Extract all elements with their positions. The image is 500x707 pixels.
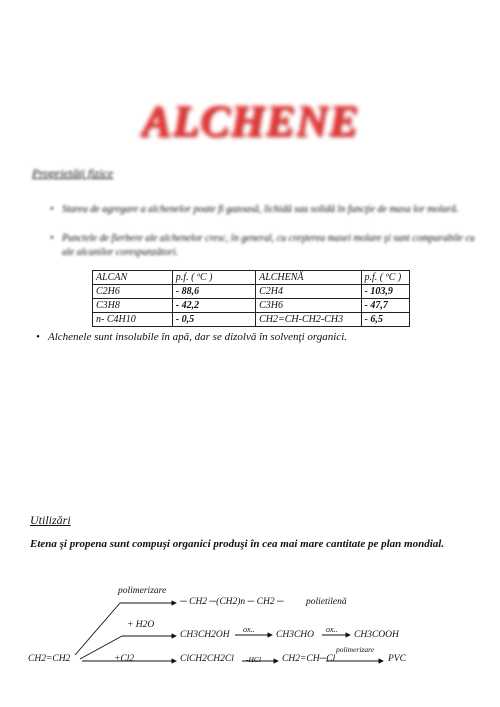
table-cell: - 6,5 xyxy=(361,313,409,327)
header-cell: ALCAN xyxy=(93,271,173,285)
polymerization-label-pvc: polimerizare xyxy=(336,645,375,654)
bullet-text: Alchenele sunt insolubile în apă, dar se dizolvă în solvenţi organici. xyxy=(48,331,347,343)
table-cell: C2H4 xyxy=(256,285,361,299)
acetic-acid-formula: CH3COOH xyxy=(354,630,399,640)
vinyl-chloride-formula: CH2=CH─Cl xyxy=(282,654,336,664)
physical-properties-heading: Proprietăţi fizice xyxy=(32,166,114,180)
table-cell: C2H6 xyxy=(93,285,173,299)
pvc-label: PVC xyxy=(388,654,406,664)
table-cell: n- C4H10 xyxy=(93,313,173,327)
uses-heading: Utilizări xyxy=(30,513,71,527)
table-cell: C3H6 xyxy=(256,299,361,313)
header-cell: ALCHENĂ xyxy=(256,271,361,285)
ethanol-formula: CH3CH2OH xyxy=(180,630,230,640)
table-cell: - 103,9 xyxy=(361,285,409,299)
bullet-dot-icon: • xyxy=(50,204,54,215)
acetaldehyde-formula: CH3CHO xyxy=(276,630,315,640)
bullet-dot-icon: • xyxy=(36,331,40,343)
table-cell: - 0,5 xyxy=(172,313,255,327)
oxidation-label-1: ox.. xyxy=(243,625,255,634)
header-cell: p.f. ( ºC ) xyxy=(172,271,255,285)
table-cell: C3H8 xyxy=(93,299,173,313)
branch-line-polymer xyxy=(75,603,120,655)
table-cell: CH2=CH-CH2-CH3 xyxy=(256,313,361,327)
polyethylene-name: polietilenă xyxy=(306,597,347,607)
water-label: + H2O xyxy=(127,620,155,630)
dichloroethane-formula: ClCH2CH2Cl xyxy=(180,654,234,664)
bullet-text: Starea de agregare a alchenelor poate fi gazoasă, lichidă sau solidă în funcţie de masa lor molară. xyxy=(62,204,459,215)
table-cell: - 47,7 xyxy=(361,299,409,313)
hcl-elimination-label: -HCl xyxy=(246,655,261,664)
header-cell: p.f. ( ºC ) xyxy=(361,271,409,285)
table-cell: - 88,6 xyxy=(172,285,255,299)
chlorine-label: +Cl2 xyxy=(114,654,135,664)
polyethylene-formula: ─ CH2 ─(CH2)n ─ CH2 ─ xyxy=(180,597,284,607)
table-cell: - 42,2 xyxy=(172,299,255,313)
oxidation-label-2: ox.. xyxy=(326,625,338,634)
uses-text: Etena şi propena sunt compuşi organici produşi în cea mai mare cantitate pe plan mondial. xyxy=(30,538,445,550)
bullet-text: Punctele de fierbere ale alchenelor cresc, în general, cu creşterea masei molare şi sunt comparabile cu ale alcanilor corespunzători. xyxy=(62,233,475,258)
document-title: ALCHENE xyxy=(141,96,359,145)
ethene-formula: CH2=CH2 xyxy=(28,654,71,664)
polymerization-label: polimerizare xyxy=(118,586,167,596)
bullet-dot-icon: • xyxy=(50,233,54,244)
